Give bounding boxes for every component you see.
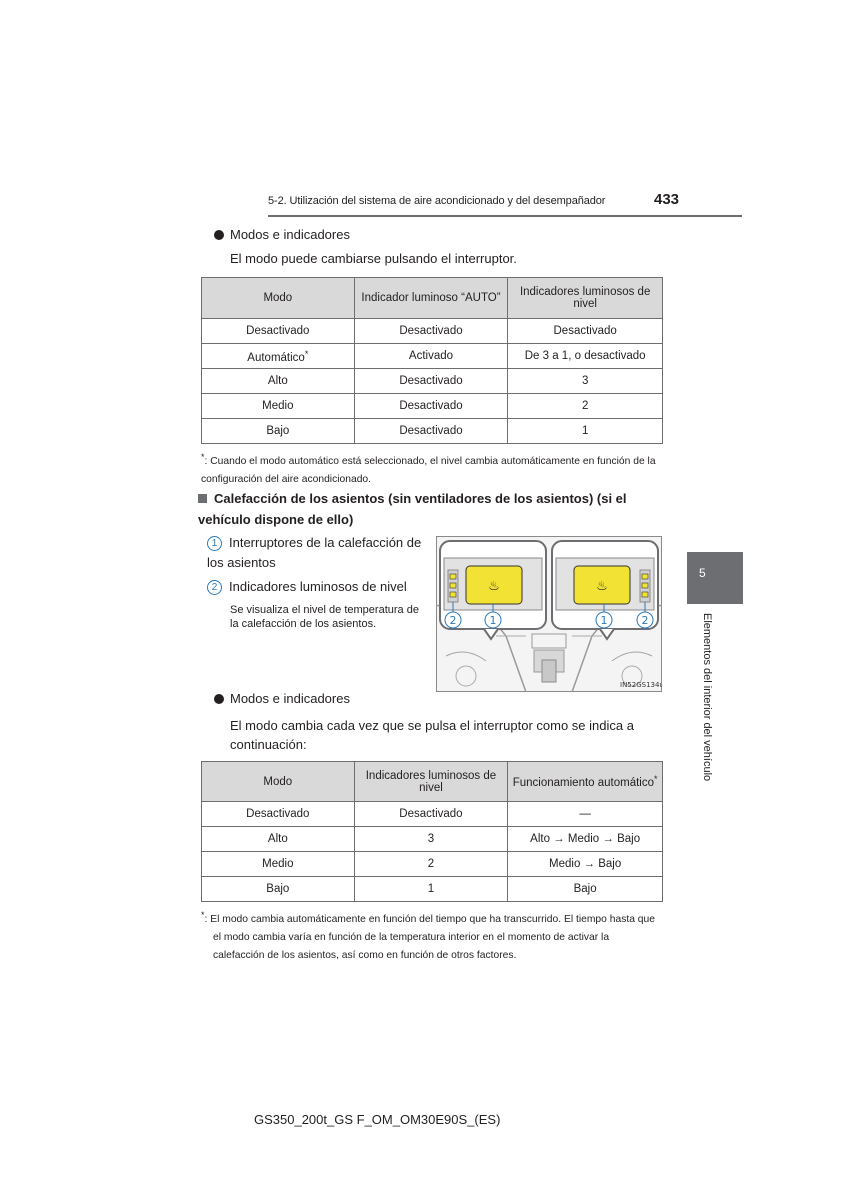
page-number: 433: [654, 191, 680, 208]
dashboard-illustration: [436, 536, 662, 692]
table-cell: Desactivado: [354, 394, 508, 419]
table-cell: Medio: [202, 394, 355, 419]
svg-text:1: 1: [489, 614, 497, 627]
footnote-text: : Cuando el modo automático está seleccionado, el nivel cambia automáticamente en función de la configuración del aire acondicionado.: [201, 456, 656, 485]
table-cell: Desactivado: [508, 319, 663, 344]
svg-text:1: 1: [600, 614, 608, 627]
footnote-star: *: [201, 452, 205, 462]
intro-paragraph-2: El modo cambia cada vez que se pulsa el interruptor como se indica a continuación:: [230, 718, 634, 752]
chapter-number: 5: [699, 566, 706, 580]
table-cell: Desactivado: [202, 319, 355, 344]
callout-number-1: 1: [207, 536, 222, 551]
footnote-marker: *: [304, 348, 309, 359]
table-cell: 3: [508, 369, 663, 394]
table-row: [202, 394, 663, 419]
table-cell: 2: [354, 852, 508, 877]
document-footer-code: GS350_200t_GS F_OM_OM30E90S_(ES): [254, 1112, 501, 1127]
table-cell: Desactivado: [354, 802, 508, 827]
footnote-2: [201, 906, 663, 965]
square-bullet-icon: [198, 494, 207, 503]
table-cell: De 3 a 1, o desactivado: [508, 344, 663, 369]
table-cell: 3: [354, 827, 508, 852]
figure-code: IN52GS134u: [620, 681, 662, 689]
table-row: [202, 344, 663, 369]
header-rule: [268, 215, 742, 217]
callout-2: [207, 577, 431, 597]
table-cell: Alto: [202, 827, 355, 852]
chapter-title: Elementos del interior del vehículo: [701, 613, 713, 782]
footnote-1: [201, 448, 663, 489]
section-header-title: 5-2. Utilización del sistema de aire acondicionado y del desempañador: [268, 195, 606, 207]
table-cell: Bajo: [202, 419, 355, 444]
table-header-cell: Modo: [202, 278, 355, 319]
bullet-modes-2: [214, 691, 350, 706]
bullet-text: Modos e indicadores: [230, 691, 350, 706]
seat-heater-figure: [436, 536, 662, 692]
chapter-tab: [687, 552, 743, 604]
table-cell: —: [508, 802, 663, 827]
table-cell: Bajo: [202, 877, 355, 902]
table-row: [202, 369, 663, 394]
table-cell: 1: [508, 419, 663, 444]
callout-1: [207, 533, 431, 573]
modes-table-2: [201, 761, 663, 902]
callout-text-2: Indicadores luminosos de nivel: [229, 579, 407, 594]
header-text: Funcionamiento automático: [512, 777, 655, 789]
footnote-star: *: [201, 910, 205, 920]
table-row: [202, 802, 663, 827]
table-cell: Desactivado: [354, 369, 508, 394]
bullet-modes-1: [214, 227, 350, 242]
callout-2-description: Se visualiza el nivel de temperatura de la calefacción de los asientos.: [230, 604, 419, 630]
table-row: [202, 419, 663, 444]
table-row: [202, 319, 663, 344]
footnote-marker: *: [654, 774, 658, 784]
table-header-cell: Indicador luminoso “AUTO”: [354, 278, 508, 319]
bullet-dot-icon: [214, 230, 224, 240]
table-cell: Alto: [202, 369, 355, 394]
intro-paragraph-1: El modo puede cambiarse pulsando el interruptor.: [230, 251, 517, 266]
svg-text:♨: ♨: [488, 579, 500, 594]
table-cell: Medio: [202, 852, 355, 877]
modes-table-1: [201, 277, 663, 444]
svg-text:♨: ♨: [596, 579, 608, 594]
table-cell: 2: [508, 394, 663, 419]
table-row: [202, 827, 663, 852]
footnote-text: : El modo cambia automáticamente en función del tiempo que ha transcurrido. El tiempo hasta que el modo cambia varía en función de la temperatura interior en el momento de activar la calefacción de los asientos, así como en función de otros factores.: [204, 914, 655, 961]
cell-text: Automático: [247, 351, 305, 364]
table-header-cell: Indicadores luminosos de nivel: [508, 278, 663, 319]
table-cell: Medio → Bajo: [508, 852, 663, 877]
table-header-cell: [508, 762, 663, 802]
table-header-row: [202, 762, 663, 802]
table-header-cell: Modo: [202, 762, 355, 802]
bullet-text: Modos e indicadores: [230, 227, 350, 242]
table-cell: Desactivado: [202, 802, 355, 827]
table-cell: Bajo: [508, 877, 663, 902]
svg-text:2: 2: [449, 614, 457, 627]
section-heading: [198, 488, 664, 530]
table-header-row: [202, 278, 663, 319]
table-header-cell: Indicadores luminosos de nivel: [354, 762, 508, 802]
left-zoom-panel: [440, 541, 546, 639]
callout-number-2: 2: [207, 580, 222, 595]
table-cell: Alto → Medio → Bajo: [508, 827, 663, 852]
right-zoom-panel: [552, 541, 658, 639]
bullet-dot-icon: [214, 694, 224, 704]
table-row: [202, 852, 663, 877]
table-cell: Desactivado: [354, 419, 508, 444]
table-cell: [202, 344, 355, 369]
table-cell: Activado: [354, 344, 508, 369]
svg-text:2: 2: [641, 614, 649, 627]
table-cell: Desactivado: [354, 319, 508, 344]
table-row: [202, 877, 663, 902]
heading-text: Calefacción de los asientos (sin ventiladores de los asientos) (si el vehículo dispone de ello): [198, 491, 627, 527]
callout-text-1: Interruptores de la calefacción de los asientos: [207, 535, 422, 570]
table-cell: 1: [354, 877, 508, 902]
